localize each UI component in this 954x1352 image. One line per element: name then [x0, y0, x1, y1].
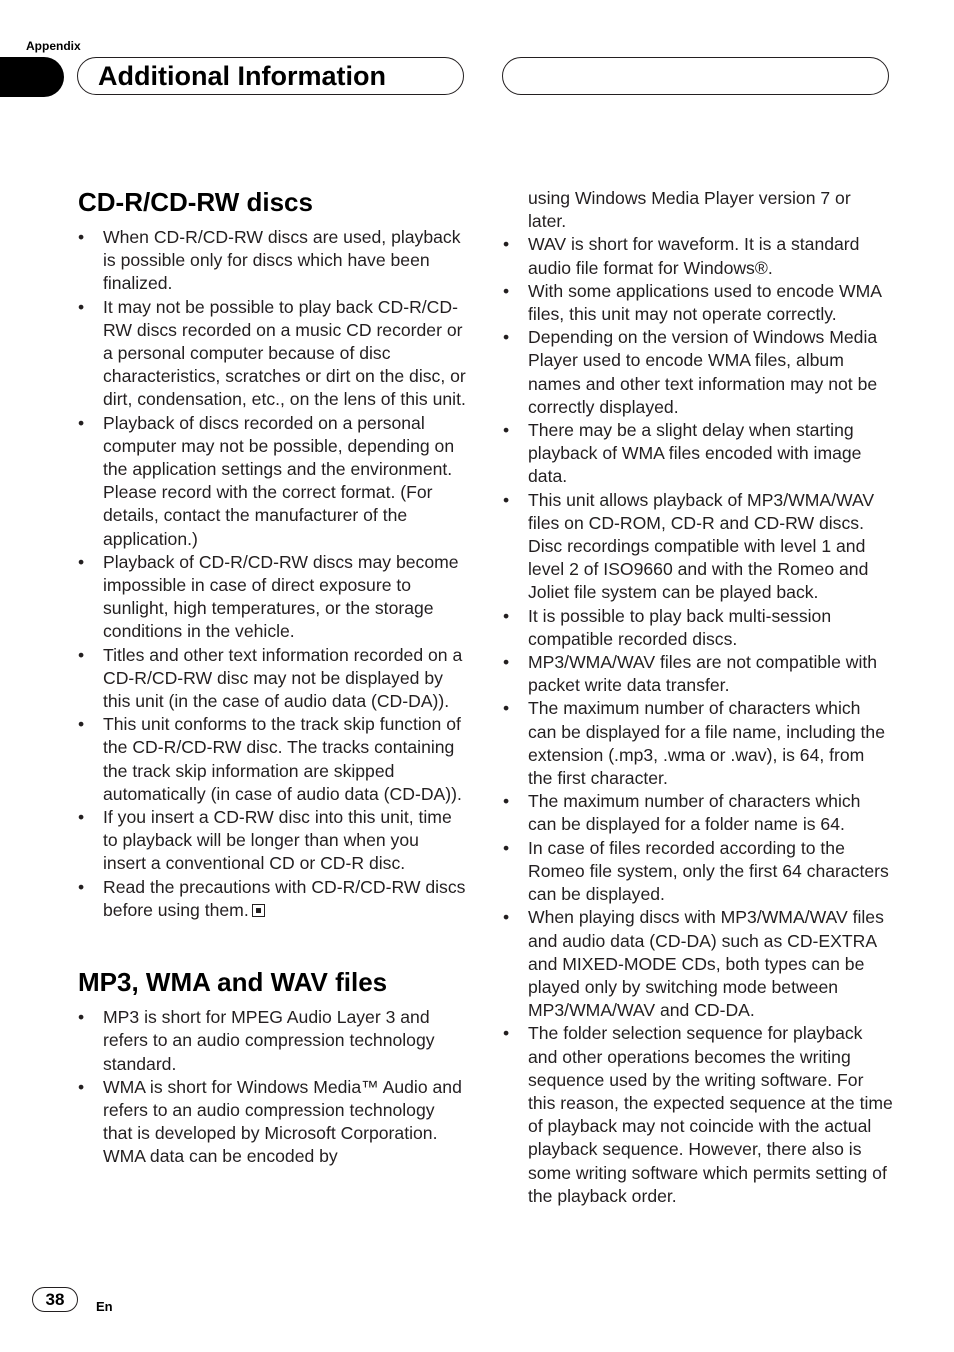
list-item: • MP3/WMA/WAV files are not compatible with packet write data transfer. [503, 651, 893, 697]
list-item: • Playback of discs recorded on a personal computer may not be possible, depending on the application settings and the environment. Please record with the correct format. (For details, contact the manufacturer of the application.) [78, 412, 466, 551]
list-item: • WAV is short for waveform. It is a standard audio file format for Windows®. [503, 233, 893, 279]
list-item: • It may not be possible to play back CD-R/CD-RW discs recorded on a music CD recorder or a personal computer because of disc characteristics, scratches or dirt on the disc, or dirt, condensation, etc., on the lens of this unit. [78, 296, 466, 412]
section-label: Appendix [26, 39, 81, 53]
list-item: • If you insert a CD-RW disc into this unit, time to playback will be longer than when you insert a conventional CD or CD-R disc. [78, 806, 466, 876]
page-number: 38 [32, 1287, 78, 1312]
right-column [503, 187, 893, 1208]
list-item: • Titles and other text information recorded on a CD-R/CD-RW disc may not be displayed by this unit (in the case of audio data (CD-DA)). [78, 644, 466, 714]
list-item: • There may be a slight delay when starting playback of WMA files encoded with image data. [503, 419, 893, 489]
list-item: • With some applications used to encode WMA files, this unit may not operate correctly. [503, 280, 893, 326]
list-item: • In case of files recorded according to the Romeo file system, only the first 64 characters can be displayed. [503, 837, 893, 907]
list-item: • It is possible to play back multi-session compatible recorded discs. [503, 605, 893, 651]
list-item: • When playing discs with MP3/WMA/WAV files and audio data (CD-DA) such as CD-EXTRA and MIXED-MODE CDs, both types can be played only by switching mode between MP3/WMA/WAV and CD-DA. [503, 906, 893, 1022]
cd-list [78, 226, 466, 922]
header-empty-pill [502, 57, 889, 95]
left-column [78, 186, 466, 1169]
language-label: En [96, 1299, 113, 1314]
header-title: Additional Information [98, 61, 386, 91]
right-list [503, 187, 893, 1208]
mp3-heading: MP3, WMA and WAV files [78, 967, 388, 998]
list-item: • This unit conforms to the track skip function of the CD-R/CD-RW disc. The tracks containing the track skip information are skipped automatically (in case of audio data (CD-DA)). [78, 713, 466, 806]
list-item: • When CD-R/CD-RW discs are used, playback is possible only for discs which have been finalized. [78, 226, 466, 296]
list-item: • WMA is short for Windows Media™ Audio and refers to an audio compression technology that is developed by Microsoft Corporation. WMA data can be encoded by [78, 1076, 466, 1169]
list-item: • MP3 is short for MPEG Audio Layer 3 and refers to an audio compression technology standard. [78, 1006, 466, 1076]
list-item-continuation: using Windows Media Player version 7 or later. [528, 188, 851, 232]
end-mark-icon [252, 904, 265, 917]
list-item: • The maximum number of characters which can be displayed for a file name, including the extension (.mp3, .wma or .wav), is 64, from the first character. [503, 697, 893, 790]
section-tab-marker [0, 57, 64, 97]
list-item: • The folder selection sequence for playback and other operations becomes the writing sequence used by the writing software. For this reason, the expected sequence at the time of playback may not coincide with the actual playback sequence. However, there also is some writing software which permits setting of the playback order. [503, 1022, 893, 1208]
cd-heading: CD-R/CD-RW discs [78, 187, 313, 217]
list-item [78, 876, 466, 922]
list-item: • The maximum number of characters which can be displayed for a folder name is 64. [503, 790, 893, 836]
list-item: • Playback of CD-R/CD-RW discs may become impossible in case of direct exposure to sunlight, high temperatures, or the storage conditions in the vehicle. [78, 551, 466, 644]
list-item: • This unit allows playback of MP3/WMA/WAV files on CD-ROM, CD-R and CD-RW discs. Disc recordings compatible with level 1 and level 2 of ISO9660 and with the Romeo and Joliet file system can be played back. [503, 489, 893, 605]
header-title-pill [77, 57, 464, 95]
list-item: • Depending on the version of Windows Media Player used to encode WMA files, album names and other text information may not be correctly displayed. [503, 326, 893, 419]
list-item-text: Read the precautions with CD-R/CD-RW discs before using them. [103, 876, 466, 920]
mp3-list [78, 1006, 466, 1168]
